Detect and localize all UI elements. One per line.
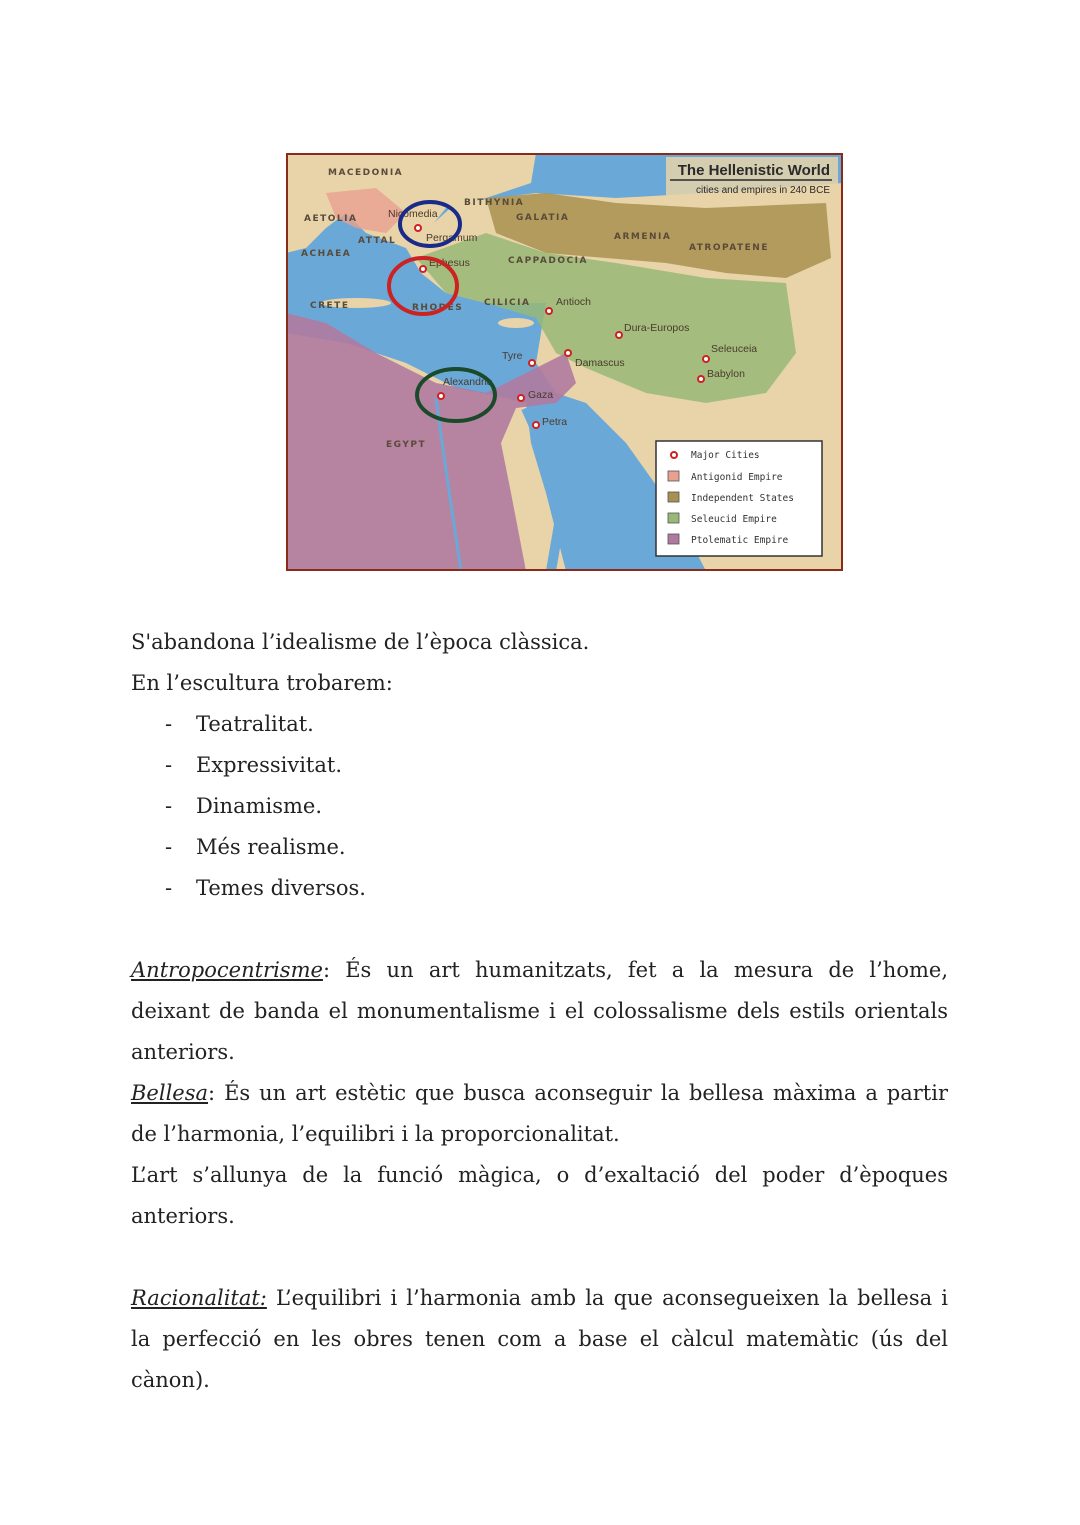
hellenistic-world-map [286,153,843,571]
map-legend [656,441,822,556]
city-alexandria: Alexandria [443,376,493,388]
city-dot-antioch [546,308,552,314]
label-galatia: GALATIA [516,213,570,223]
label-cappadocia: CAPPADOCIA [508,256,588,266]
legend-independent: Independent States [691,493,794,504]
cyprus-island [498,318,534,328]
antropocentrisme-text: És un art humanitzats, fet a la mesura de l’home, deixant de banda el monumentalisme i el colossalisme dels estils orientals anteriors. [131,958,948,1064]
term-punct: : [322,958,331,982]
city-dot-dura [616,332,622,338]
label-macedonia: MACEDONIA [328,168,404,178]
list-dash: - [165,876,173,900]
city-dot-babylon [698,376,704,382]
label-egypt: EGYPT [386,440,427,450]
legend-major-cities: Major Cities [691,450,760,461]
list-dash: - [165,794,173,818]
legend-swatch-ptolematic [668,534,679,544]
city-dot-damascus [565,350,571,356]
bellesa-paragraph-2 [131,1155,948,1237]
map-title: The Hellenistic World [677,162,830,179]
label-bithynia: BITHYNIA [464,198,525,208]
city-gaza: Gaza [528,389,554,401]
city-damascus: Damascus [575,357,625,369]
list-item [165,704,948,745]
city-seleuceia: Seleuceia [711,343,758,355]
bellesa-text: És un art estètic que busca aconseguir la bellesa màxima a partir de l’harmonia, l’equilibri i la proporcionalitat. [131,1081,948,1146]
list-item-text: Expressivitat. [196,753,343,777]
legend-swatch-seleucid [668,513,679,523]
term-racionalitat: Racionalitat: [131,1286,267,1310]
intro-line-1: S'abandona l’idealisme de l’època clàssica. [131,630,590,654]
features-list [131,704,948,909]
list-item [165,827,948,868]
map-svg [286,153,843,571]
legend-ptolematic: Ptolematic Empire [691,535,789,546]
city-dot-tyre [529,360,535,366]
list-item-text: Més realisme. [196,835,346,859]
list-dash: - [165,753,173,777]
city-dot-seleuceia [703,356,709,362]
city-ephesus: Ephesus [429,257,470,269]
legend-swatch-independent [668,492,679,502]
bellesa-text-2: L’art s’allunya de la funció màgica, o d’exaltació del poder d’èpoques anteriors. [131,1163,948,1228]
city-dura: Dura-Europos [624,322,690,334]
list-item [165,868,948,909]
label-crete: CRETE [310,301,350,311]
racionalitat-paragraph [131,1278,948,1401]
city-dot-petra [533,422,539,428]
antropocentrisme-paragraph [131,950,948,1073]
legend-swatch-antigonid [668,471,679,481]
city-dot-ephesus [420,266,426,272]
legend-antigonid: Antigonid Empire [691,472,783,483]
term-bellesa: Bellesa [131,1081,209,1105]
map-subtitle: cities and empires in 240 BCE [696,185,830,196]
intro-line-2: En l’escultura trobarem: [131,671,393,695]
city-antioch: Antioch [556,296,592,308]
label-achaea: ACHAEA [301,249,352,259]
city-dot-nicomedia [415,225,421,231]
city-dot-gaza [518,395,524,401]
list-item-text: Temes diversos. [196,876,366,900]
label-rhodes: RHODES [412,303,464,313]
legend-city-marker [671,452,677,458]
term-antropocentrisme: Antropocentrisme [131,958,323,982]
label-aetolia: AETOLIA [304,214,358,224]
label-cilicia: CILICIA [484,298,531,308]
city-babylon: Babylon [707,368,745,380]
list-item-text: Teatralitat. [196,712,314,736]
city-dot-alexandria [438,393,444,399]
label-atropatene: ATROPATENE [689,243,769,253]
list-dash: - [165,835,173,859]
list-dash: - [165,712,173,736]
label-attalids: ATTAL [358,236,397,246]
bellesa-paragraph [131,1073,948,1155]
city-tyre: Tyre [502,350,523,362]
list-item [165,745,948,786]
list-item [165,786,948,827]
map-title-block [666,157,838,199]
intro-section [131,622,948,909]
label-armenia: ARMENIA [614,232,672,242]
city-pergamum: Pergamum [426,232,478,244]
city-nicomedia: Nicomedia [388,208,438,220]
term-punct: : [208,1081,216,1105]
list-item-text: Dinamisme. [196,794,323,818]
racionalitat-text: L’equilibri i l’harmonia amb la que aconsegueixen la bellesa i la perfecció en les obres tenen com a base el càlcul matemàtic (ús del cànon). [131,1286,948,1392]
legend-seleucid: Seleucid Empire [691,514,777,525]
city-petra: Petra [542,416,568,428]
